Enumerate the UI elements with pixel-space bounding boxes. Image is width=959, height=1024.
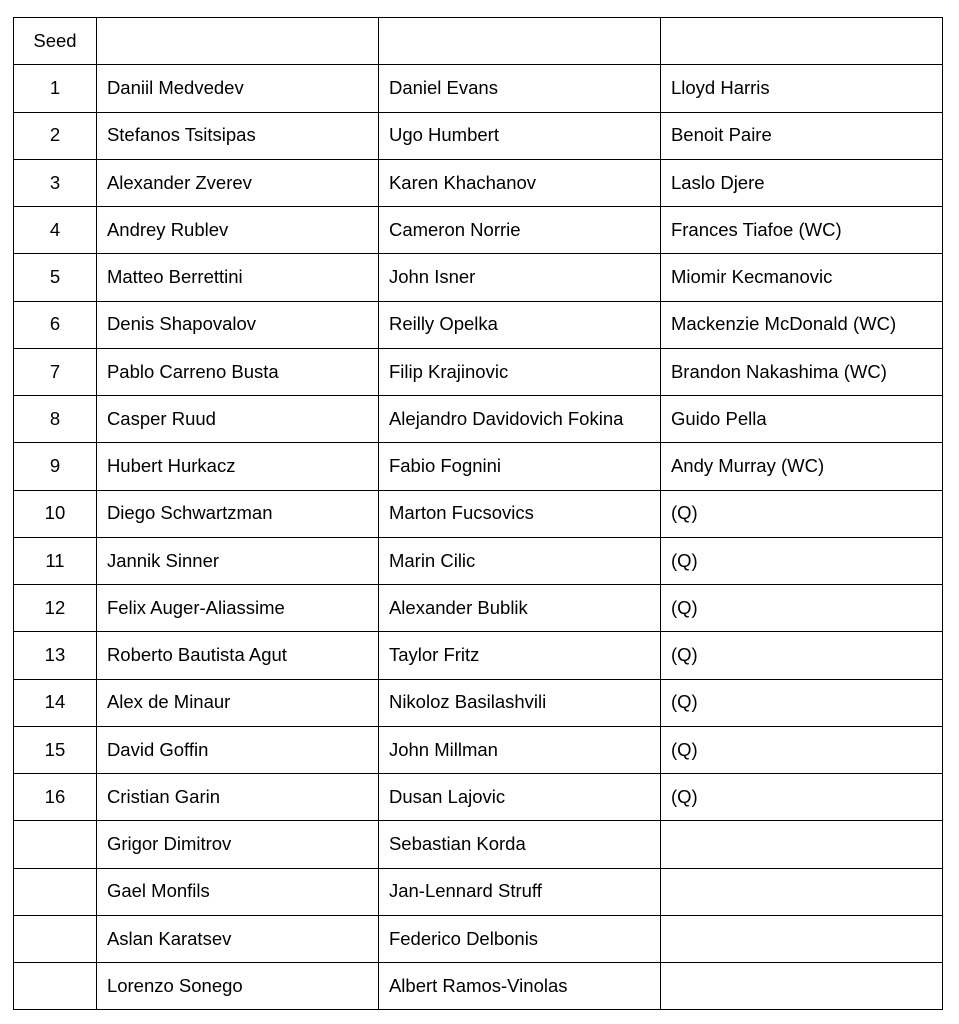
player-cell-column-2: Hubert Hurkacz xyxy=(96,443,378,490)
table-row xyxy=(14,490,943,537)
player-cell-column-3: Cameron Norrie xyxy=(378,207,660,254)
player-cell-column-2: Felix Auger-Aliassime xyxy=(96,585,378,632)
player-cell-column-3: John Isner xyxy=(378,254,660,301)
seed-cell xyxy=(14,821,97,868)
table-row xyxy=(14,868,943,915)
player-cell-column-4: Frances Tiafoe (WC) xyxy=(660,207,942,254)
seed-cell: 8 xyxy=(14,396,97,443)
player-cell-column-4: (Q) xyxy=(660,774,942,821)
table-row xyxy=(14,632,943,679)
header-cell-column-2 xyxy=(96,18,378,65)
player-cell-column-3: Sebastian Korda xyxy=(378,821,660,868)
table-row xyxy=(14,679,943,726)
player-cell-column-2: Andrey Rublev xyxy=(96,207,378,254)
table-row xyxy=(14,537,943,584)
player-cell-column-3: Albert Ramos-Vinolas xyxy=(378,963,660,1010)
table-body xyxy=(14,18,943,1010)
header-cell-seed: Seed xyxy=(14,18,97,65)
table-row xyxy=(14,112,943,159)
table-row xyxy=(14,254,943,301)
seed-cell: 6 xyxy=(14,301,97,348)
player-cell-column-2: Alex de Minaur xyxy=(96,679,378,726)
player-cell-column-2: Alexander Zverev xyxy=(96,159,378,206)
player-cell-column-4: Guido Pella xyxy=(660,396,942,443)
player-cell-column-2: Cristian Garin xyxy=(96,774,378,821)
player-cell-column-2: Daniil Medvedev xyxy=(96,65,378,112)
player-cell-column-4 xyxy=(660,821,942,868)
player-cell-column-3: Alejandro Davidovich Fokina xyxy=(378,396,660,443)
seed-cell xyxy=(14,915,97,962)
seed-cell xyxy=(14,963,97,1010)
player-cell-column-4: Andy Murray (WC) xyxy=(660,443,942,490)
header-cell-column-3 xyxy=(378,18,660,65)
player-cell-column-2: Aslan Karatsev xyxy=(96,915,378,962)
player-cell-column-3: Filip Krajinovic xyxy=(378,348,660,395)
seed-cell: 9 xyxy=(14,443,97,490)
seed-cell: 11 xyxy=(14,537,97,584)
table-row xyxy=(14,65,943,112)
player-cell-column-4: (Q) xyxy=(660,537,942,584)
player-cell-column-4 xyxy=(660,963,942,1010)
player-cell-column-3: John Millman xyxy=(378,726,660,773)
seed-cell: 2 xyxy=(14,112,97,159)
player-cell-column-2: Casper Ruud xyxy=(96,396,378,443)
table-row xyxy=(14,207,943,254)
player-cell-column-3: Fabio Fognini xyxy=(378,443,660,490)
player-cell-column-2: Diego Schwartzman xyxy=(96,490,378,537)
table-row xyxy=(14,726,943,773)
table-row xyxy=(14,348,943,395)
player-cell-column-4 xyxy=(660,868,942,915)
seed-cell: 4 xyxy=(14,207,97,254)
seeding-table xyxy=(13,17,943,1010)
player-cell-column-3: Nikoloz Basilashvili xyxy=(378,679,660,726)
seed-cell: 3 xyxy=(14,159,97,206)
player-cell-column-4 xyxy=(660,915,942,962)
player-cell-column-4: Laslo Djere xyxy=(660,159,942,206)
seed-cell: 15 xyxy=(14,726,97,773)
player-cell-column-4: (Q) xyxy=(660,679,942,726)
seed-cell: 16 xyxy=(14,774,97,821)
player-cell-column-4: Miomir Kecmanovic xyxy=(660,254,942,301)
player-cell-column-3: Marton Fucsovics xyxy=(378,490,660,537)
player-cell-column-2: Roberto Bautista Agut xyxy=(96,632,378,679)
player-cell-column-3: Federico Delbonis xyxy=(378,915,660,962)
seed-cell: 7 xyxy=(14,348,97,395)
seed-cell: 1 xyxy=(14,65,97,112)
player-cell-column-2: Gael Monfils xyxy=(96,868,378,915)
player-cell-column-4: Benoit Paire xyxy=(660,112,942,159)
player-cell-column-3: Ugo Humbert xyxy=(378,112,660,159)
seed-cell: 12 xyxy=(14,585,97,632)
seed-cell: 10 xyxy=(14,490,97,537)
table-header-row xyxy=(14,18,943,65)
table-row xyxy=(14,159,943,206)
seed-cell: 13 xyxy=(14,632,97,679)
player-cell-column-2: Matteo Berrettini xyxy=(96,254,378,301)
player-cell-column-2: Pablo Carreno Busta xyxy=(96,348,378,395)
table-row xyxy=(14,774,943,821)
player-cell-column-3: Taylor Fritz xyxy=(378,632,660,679)
player-cell-column-4: (Q) xyxy=(660,726,942,773)
table-row xyxy=(14,396,943,443)
player-cell-column-3: Daniel Evans xyxy=(378,65,660,112)
table-row xyxy=(14,301,943,348)
player-cell-column-4: Lloyd Harris xyxy=(660,65,942,112)
player-cell-column-3: Dusan Lajovic xyxy=(378,774,660,821)
player-cell-column-2: Stefanos Tsitsipas xyxy=(96,112,378,159)
seed-cell: 5 xyxy=(14,254,97,301)
player-cell-column-4: (Q) xyxy=(660,632,942,679)
header-cell-column-4 xyxy=(660,18,942,65)
player-cell-column-2: Grigor Dimitrov xyxy=(96,821,378,868)
player-cell-column-2: Denis Shapovalov xyxy=(96,301,378,348)
player-cell-column-3: Reilly Opelka xyxy=(378,301,660,348)
player-cell-column-4: Brandon Nakashima (WC) xyxy=(660,348,942,395)
table-row xyxy=(14,585,943,632)
table-row xyxy=(14,821,943,868)
table-row xyxy=(14,915,943,962)
player-cell-column-2: David Goffin xyxy=(96,726,378,773)
seed-cell: 14 xyxy=(14,679,97,726)
table-row xyxy=(14,963,943,1010)
player-cell-column-2: Lorenzo Sonego xyxy=(96,963,378,1010)
player-cell-column-3: Karen Khachanov xyxy=(378,159,660,206)
player-cell-column-4: Mackenzie McDonald (WC) xyxy=(660,301,942,348)
table-row xyxy=(14,443,943,490)
player-cell-column-4: (Q) xyxy=(660,490,942,537)
player-cell-column-4: (Q) xyxy=(660,585,942,632)
player-cell-column-3: Jan-Lennard Struff xyxy=(378,868,660,915)
player-cell-column-2: Jannik Sinner xyxy=(96,537,378,584)
seed-cell xyxy=(14,868,97,915)
player-cell-column-3: Marin Cilic xyxy=(378,537,660,584)
player-cell-column-3: Alexander Bublik xyxy=(378,585,660,632)
